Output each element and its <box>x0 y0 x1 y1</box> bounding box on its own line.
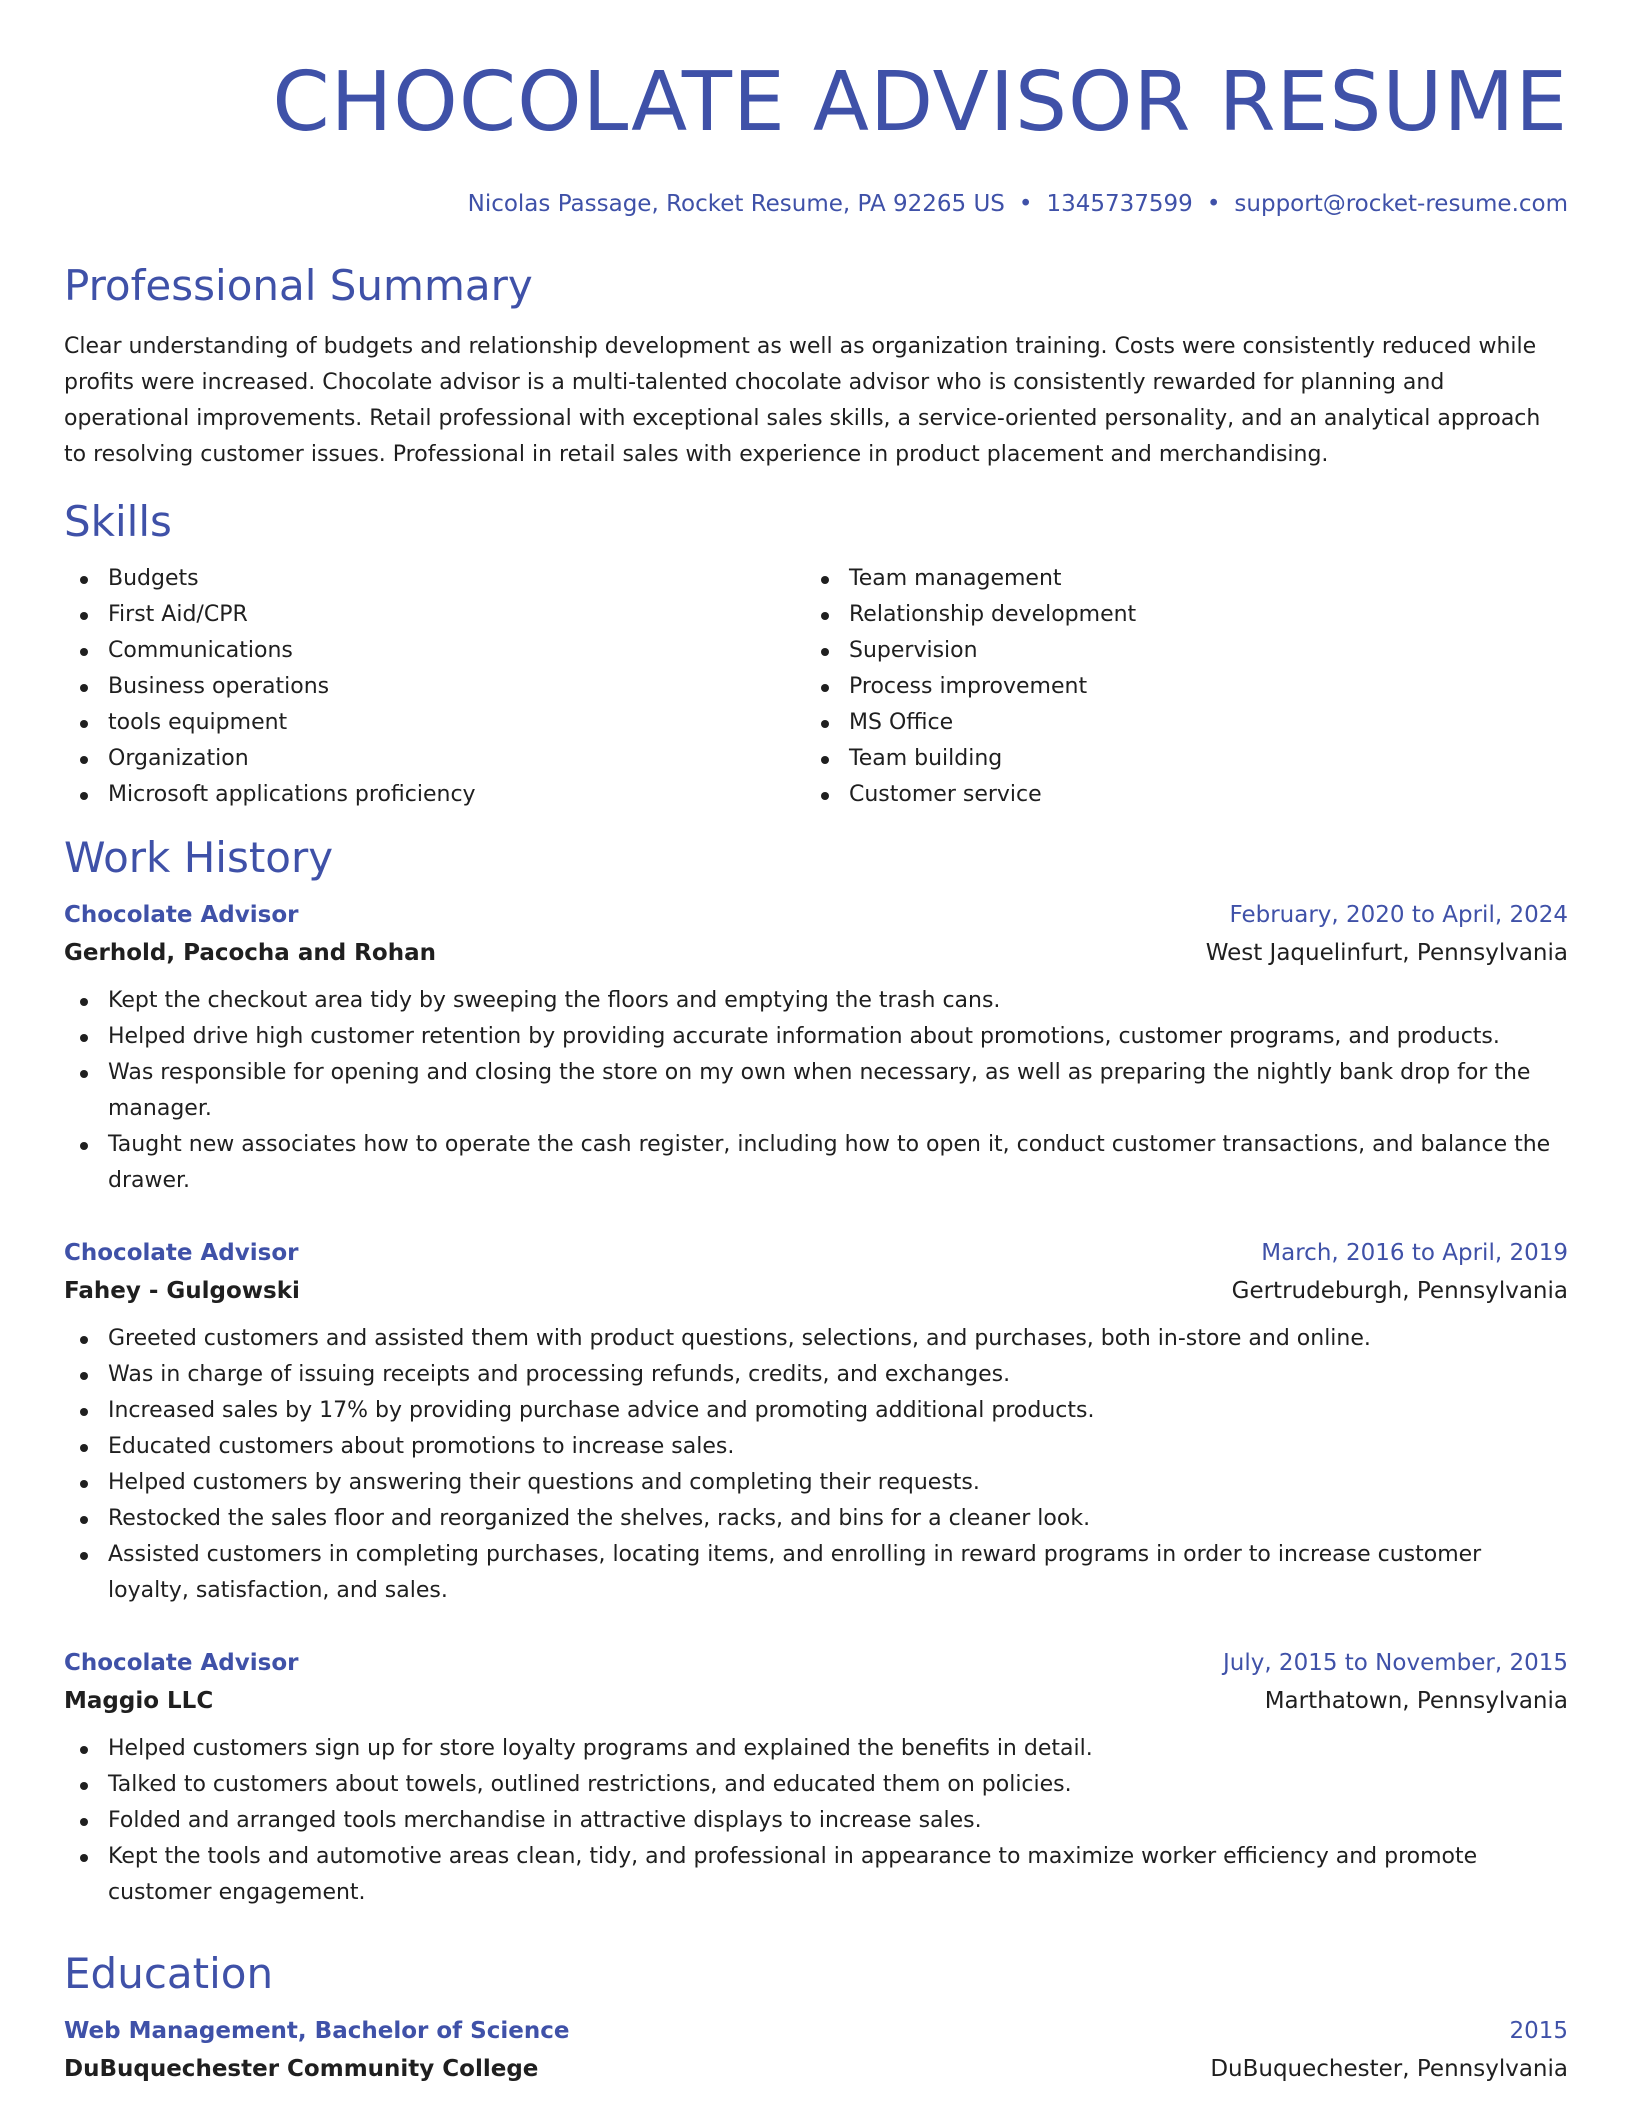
job-dates: July, 2015 to November, 2015 <box>1222 1650 1568 1676</box>
skill-item: Relationship development <box>805 597 1546 633</box>
skill-item: Supervision <box>805 633 1546 669</box>
contact-address: Nicolas Passage, Rocket Resume, PA 92265 US <box>467 191 1005 217</box>
job-location: West Jaquelinfurt, Pennsylvania <box>1205 940 1568 966</box>
employer-name: Gerhold, Pacocha and Rohan <box>64 940 436 966</box>
job-bullets <box>64 983 1568 1199</box>
contact-line <box>64 189 1568 219</box>
job-bullet: Kept the checkout area tidy by sweeping the floors and emptying the trash cans. <box>64 983 1568 1019</box>
job-bullet: Increased sales by 17% by providing purchase advice and promoting additional products. <box>64 1393 1568 1429</box>
skill-item: Organization <box>64 741 805 777</box>
skill-item: Process improvement <box>805 669 1546 705</box>
job-bullet: Was responsible for opening and closing the store on my own when necessary, as well as preparing the nightly bank drop for the manager. <box>64 1055 1568 1127</box>
skills-heading: Skills <box>64 497 172 546</box>
contact-phone: 1345737599 <box>1046 191 1193 217</box>
job-bullet: Educated customers about promotions to increase sales. <box>64 1429 1568 1465</box>
skills-column-right <box>805 561 1546 813</box>
education-heading: Education <box>64 1949 274 1998</box>
job-entry <box>64 897 1568 1199</box>
bullet-separator: • <box>1206 191 1221 217</box>
job-bullets <box>64 1321 1568 1609</box>
education-entry <box>64 2013 1568 2089</box>
skill-item: MS Office <box>805 705 1546 741</box>
skill-item: Team building <box>805 741 1546 777</box>
employer-name: Maggio LLC <box>64 1688 214 1714</box>
job-bullet: Restocked the sales floor and reorganized the shelves, racks, and bins for a cleaner look. <box>64 1501 1568 1537</box>
graduation-year: 2015 <box>1509 2018 1568 2044</box>
skill-item: Team management <box>805 561 1546 597</box>
job-location: Gertrudeburgh, Pennsylvania <box>1231 1278 1568 1304</box>
employer-name: Fahey - Gulgowski <box>64 1278 300 1304</box>
job-location: Marthatown, Pennsylvania <box>1264 1688 1568 1714</box>
skill-item: Budgets <box>64 561 805 597</box>
skill-item: Customer service <box>805 777 1546 813</box>
job-bullet: Taught new associates how to operate the cash register, including how to open it, conduct customer transactions, and balance the drawer. <box>64 1127 1568 1199</box>
job-bullet: Helped customers by answering their questions and completing their requests. <box>64 1465 1568 1501</box>
work-history-heading: Work History <box>64 833 334 882</box>
skill-item: Microsoft applications proficiency <box>64 777 805 813</box>
skills-column-left <box>64 561 805 813</box>
skill-item: Communications <box>64 633 805 669</box>
job-entry <box>64 1235 1568 1609</box>
bullet-separator: • <box>1018 191 1033 217</box>
school-location: DuBuquechester, Pennsylvania <box>1210 2056 1568 2082</box>
degree: Web Management, Bachelor of Science <box>64 2018 570 2044</box>
job-dates: March, 2016 to April, 2019 <box>1261 1240 1568 1266</box>
school-name: DuBuquechester Community College <box>64 2056 539 2082</box>
job-bullets <box>64 1731 1568 1911</box>
job-bullet: Helped customers sign up for store loyalty programs and explained the benefits in detail. <box>64 1731 1568 1767</box>
job-bullet: Assisted customers in completing purchases, locating items, and enrolling in reward programs in order to increase customer loyalty, satisfaction, and sales. <box>64 1537 1568 1609</box>
resume-title: CHOCOLATE ADVISOR RESUME <box>272 55 1568 150</box>
job-bullet: Kept the tools and automotive areas clean, tidy, and professional in appearance to maximize worker efficiency and promote customer engagement. <box>64 1839 1568 1911</box>
job-dates: February, 2020 to April, 2024 <box>1229 902 1568 928</box>
job-bullet: Talked to customers about towels, outlined restrictions, and educated them on policies. <box>64 1767 1568 1803</box>
job-bullet: Helped drive high customer retention by providing accurate information about promotions, customer programs, and products. <box>64 1019 1568 1055</box>
job-bullet: Folded and arranged tools merchandise in attractive displays to increase sales. <box>64 1803 1568 1839</box>
job-title: Chocolate Advisor <box>64 1240 299 1266</box>
job-bullet: Greeted customers and assisted them with product questions, selections, and purchases, both in-store and online. <box>64 1321 1568 1357</box>
summary-heading: Professional Summary <box>64 261 533 310</box>
contact-email: support@rocket-resume.com <box>1234 191 1568 217</box>
skill-item: Business operations <box>64 669 805 705</box>
summary-text: Clear understanding of budgets and relationship development as well as organization training. Costs were consistently reduced while profits were increased. Chocolate advisor is a multi-talented chocolate advisor who is consistently rewarded for planning and operational improvements. Retail professional with exceptional sales skills, a service-oriented personality, and an analytical approach to resolving customer issues. Professional in retail sales with experience in product placement and merchandising. <box>64 334 1541 467</box>
skills-list <box>64 561 1568 813</box>
job-title: Chocolate Advisor <box>64 902 299 928</box>
skill-item: First Aid/CPR <box>64 597 805 633</box>
skill-item: tools equipment <box>64 705 805 741</box>
job-title: Chocolate Advisor <box>64 1650 299 1676</box>
job-entry <box>64 1645 1568 1911</box>
job-bullet: Was in charge of issuing receipts and processing refunds, credits, and exchanges. <box>64 1357 1568 1393</box>
